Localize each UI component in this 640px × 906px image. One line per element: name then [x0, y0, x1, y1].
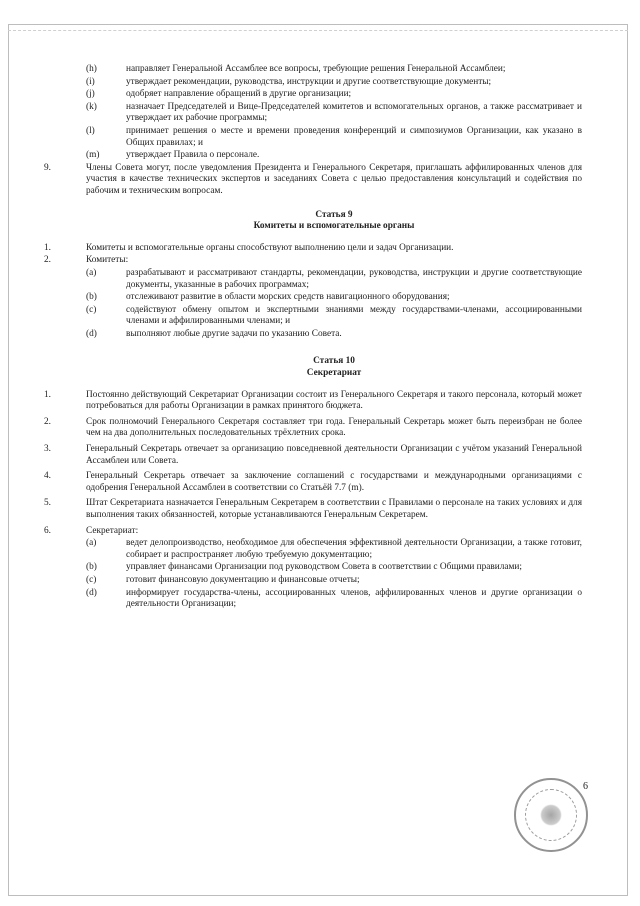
paragraph-text: Члены Совета могут, после уведомления Президента и Генерального Секретаря, приглашать аффилированных членов для участия в качестве технических экспертов и заседаниях Совета с целью предоставления консультаций и содействия по рабочим и техническим вопросам.: [86, 162, 582, 196]
item-text: управляет финансами Организации под руководством Совета в соответствии с Общими правилами;: [126, 562, 522, 573]
article-9-title: Статья 9: [315, 209, 353, 220]
article-9-paragraph-1: [44, 243, 582, 255]
article-9-paragraph-2: [44, 255, 582, 267]
paragraph-number: 4.: [44, 471, 51, 482]
item-label: (j): [86, 89, 95, 100]
list-item: [86, 305, 582, 328]
item-text: отслеживают развитие в области морских средств навигационного оборудования;: [126, 292, 450, 303]
list-item: [86, 126, 582, 149]
item-label: (i): [86, 76, 95, 87]
numbered-paragraph: [44, 417, 582, 440]
paragraph-number: 3.: [44, 444, 51, 455]
page-number: 6: [583, 781, 588, 792]
list-item: [86, 292, 582, 304]
paragraph-text: Постоянно действующий Секретариат Организации состоит из Генерального Секретаря и такого персонала, который может потребоваться для работы Организации в рамках принятого бюджета.: [86, 389, 582, 412]
item-text: направляет Генеральной Ассамблее все вопросы, требующие решения Генеральной Ассамблеи;: [126, 64, 506, 74]
council-functions-list: [86, 64, 582, 162]
secretariat-functions-list: [86, 538, 582, 611]
paragraph-number: 1.: [44, 389, 51, 400]
item-label: (a): [86, 267, 97, 278]
paragraph-text: Срок полномочий Генерального Секретаря составляет три года. Генеральный Секретарь может быть переизбран не более чем на два дополнительных последовательных трёхлетних срока.: [86, 416, 582, 439]
paragraph-9: [44, 163, 582, 198]
paragraph-number: 9.: [44, 162, 51, 173]
numbered-paragraph: [44, 390, 582, 413]
numbered-paragraph: [44, 444, 582, 467]
list-item: [86, 89, 582, 101]
article-10-title: Статья 10: [313, 356, 355, 367]
page-border-dashed: [8, 30, 628, 31]
paragraph-text: Штат Секретариата назначается Генеральным Секретарем в соответствии с Правилами о персонале на таких условиях и для выполнения таких обязанностей, которые устанавливаются Генеральным Секретарем.: [86, 498, 582, 520]
list-item: [86, 329, 582, 341]
item-text: одобряет направление обращений в другие организации;: [126, 89, 352, 100]
item-label: (d): [86, 328, 97, 339]
paragraph-number: 2.: [44, 255, 51, 266]
list-item: [86, 538, 582, 561]
list-item: [86, 150, 582, 162]
paragraph-text: Генеральный Секретарь отвечает за организацию повседневной деятельности Организации с учётом указаний Генеральной Ассамблеи или Совета.: [86, 444, 582, 466]
official-seal-stamp: [514, 778, 588, 852]
list-item: [86, 102, 582, 125]
item-text: принимает решения о месте и времени проведения конференций и симпозиумов Организации, как указано в Общих правилах; и: [126, 125, 582, 148]
numbered-paragraph: [44, 471, 582, 494]
paragraph-text: Генеральный Секретарь отвечает за заключение соглашений с государствами и международными организациями с одобрения Генеральной Ассамблеи в соответствии со Статьёй 7.7 (m).: [86, 471, 582, 493]
article-10-paragraph-6: [44, 526, 582, 538]
list-item: [86, 77, 582, 89]
article-9-subtitle: Комитеты и вспомогательные органы: [253, 221, 415, 232]
paragraph-number: 5.: [44, 498, 51, 509]
list-item: [86, 562, 582, 574]
item-label: (b): [86, 292, 97, 303]
numbered-paragraph: [44, 498, 582, 521]
item-text: содействуют обмену опытом и экспертными знаниями между государствами-членами, ассоциированными членами и аффилированными членами; и: [126, 304, 582, 327]
committees-list: [86, 268, 582, 341]
seal-emblem-icon: [540, 804, 562, 826]
item-label: (d): [86, 587, 97, 598]
item-text: выполняют любые другие задачи по указанию Совета.: [126, 328, 342, 339]
paragraph-number: 2.: [44, 416, 51, 427]
item-label: (a): [86, 538, 97, 549]
paragraph-text: Комитеты:: [86, 255, 129, 266]
item-text: назначает Председателей и Вице-Председателей комитетов и вспомогательных органов, а также рассматривает и утверждает их рабочие программы;: [126, 101, 582, 124]
item-label: (h): [86, 64, 97, 74]
document-page: [44, 64, 582, 612]
article-10-paragraphs: [44, 389, 582, 522]
list-item: [86, 588, 582, 611]
item-label: (l): [86, 125, 95, 136]
item-text: ведет делопроизводство, необходимое для обеспечения эффективной деятельности Организации, а также готовит, собирает и распространяет любую требуемую документацию;: [126, 538, 582, 560]
item-label: (k): [86, 101, 97, 112]
list-item: [86, 575, 582, 587]
paragraph-number: 1.: [44, 242, 51, 253]
item-label: (c): [86, 574, 97, 585]
paragraph-number: 6.: [44, 525, 51, 536]
list-item: [86, 64, 582, 76]
item-label: (c): [86, 304, 97, 315]
item-label: (b): [86, 562, 97, 573]
item-label: (m): [86, 150, 100, 161]
item-text: информирует государства-члены, ассоциированных членов, аффилированных членов и другие организации о деятельности Организации;: [126, 587, 582, 610]
item-text: утверждает Правила о персонале.: [126, 150, 260, 161]
item-text: разрабатывают и рассматривают стандарты, рекомендации, руководства, инструкции и другие соответствующие документы, указанные в рабочих программах;: [126, 267, 582, 290]
item-text: утверждает рекомендации, руководства, инструкции и другие соответствующие документы;: [126, 76, 492, 87]
paragraph-text: Комитеты и вспомогательные органы способствуют выполнению цели и задач Организации.: [86, 242, 454, 253]
list-item: [86, 268, 582, 291]
paragraph-text: Секретариат:: [86, 525, 139, 536]
article-10-subtitle: Секретариат: [306, 368, 362, 379]
item-text: готовит финансовую документацию и финансовые отчеты;: [126, 574, 360, 585]
